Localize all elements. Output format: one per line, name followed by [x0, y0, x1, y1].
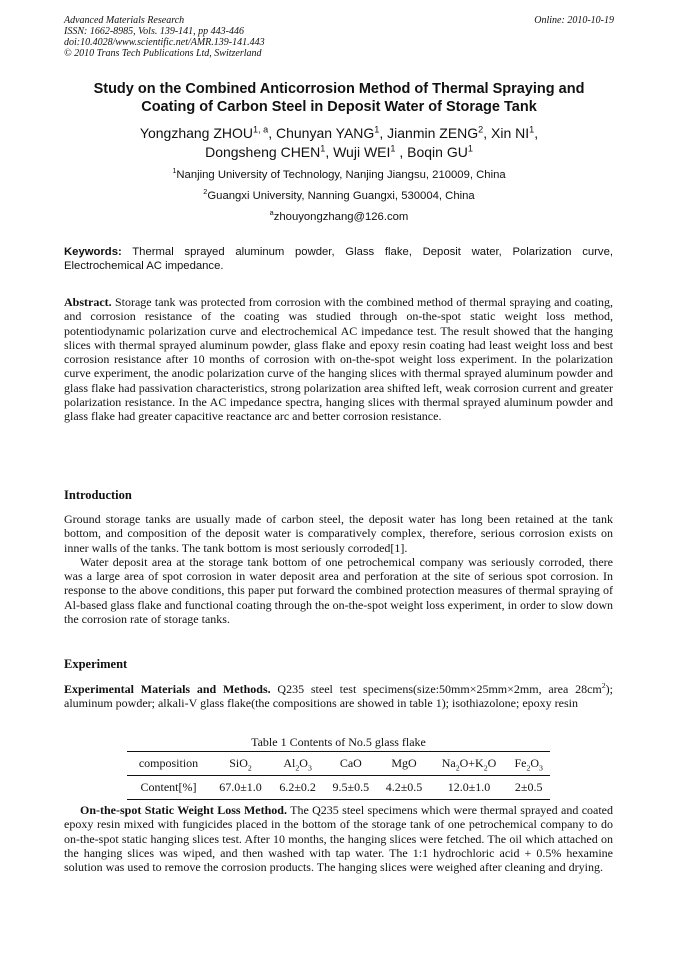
author-sup: 1, a [253, 124, 269, 135]
author-email [60, 210, 618, 224]
table-cell: 4.2±0.5 [377, 776, 430, 800]
table-header-cell: MgO [377, 752, 430, 776]
onspot-paragraph [64, 803, 613, 874]
email-sup: a [269, 208, 274, 218]
table-caption: Table 1 Contents of No.5 glass flake [251, 735, 426, 749]
table-header-cell: $Al_2O_3$ [271, 752, 324, 776]
author-name: Boqin GU [407, 144, 468, 160]
table-cell: 9.5±0.5 [324, 776, 377, 800]
author-sep: , [395, 144, 408, 160]
table-header-cell: SiO$_2$ [210, 752, 271, 776]
abstract-text: Storage tank was protected from corrosion with the combined method of thermal spraying and coating, and corrosion resistance of the coating was studied through on-the-spot static weight loss method, potentiodynamic polarization curve and electrochemical AC impedance test. The result showed that the hanging slices with thermal sprayed aluminum powder, glass flake and epoxy resin coating had least weight loss and best corrosion resistance after 10 months of corrosion with on-the-spot weight loss experiment. In the polarization curve experiment, the anodic polarization curve of the hanging slices with thermal sprayed aluminum powder and glass flake had passivation characteristics, strong polarization area shifted left, weak corrosion current and greater polarization resistance. In the AC impedance spectra, hanging slices with thermal sprayed aluminum powder and glass flake had greater capacitive reactance arc and better corrosion resistance. [64, 295, 613, 424]
author-line-1 [60, 124, 618, 143]
materials-label: Experimental Materials and Methods. [64, 682, 271, 696]
table-header-cell: CaO [324, 752, 377, 776]
table-cell: 67.0±1.0 [210, 776, 271, 800]
author-line-2 [60, 143, 618, 162]
affiliation-text: Guangxi University, Nanning Guangxi, 530004, China [207, 190, 475, 202]
keywords-label: Keywords: [64, 246, 122, 258]
author-sep: , [325, 144, 334, 160]
table-header-cell: $Na_2O+K_2O$ [431, 752, 508, 776]
abstract-label: Abstract. [64, 295, 112, 309]
table-row-label: composition [127, 752, 210, 776]
author-name: Dongsheng CHEN [205, 144, 321, 160]
title-line-1: Study on the Combined Anticorrosion Method of Thermal Spraying and [93, 81, 585, 97]
author-sup: 1 [320, 143, 326, 154]
keywords [64, 245, 613, 273]
doi-line: doi:10.4028/www.scientific.net/AMR.139-141.443 [64, 37, 265, 48]
paper-title [60, 80, 618, 116]
author-sep: , [483, 125, 492, 141]
composition-table [127, 751, 550, 800]
online-date: Online: 2010-10-19 [534, 15, 614, 26]
affiliation-sup: 1 [172, 166, 177, 176]
onspot-text: The Q235 steel specimens which were thermal sprayed and coated epoxy resin mixed with fungicides placed in the bottom of the storage tank of one petrochemical company to do on-the-spot static hanging slices test. After 10 months, the hanging slices were fetched. The oil which attached on the hanging slices was wiped, and then washed with tap water. The 1:1 hydrochloric acid + 0.5% hexamine solution was used to remove the corrosion products. The hanging slices were weighed after cleaning and drying. [64, 803, 614, 875]
onspot-label: On-the-spot Static Weight Loss Method. [80, 803, 287, 817]
author-sup: 1 [374, 124, 380, 135]
author-name: Wuji WEI [333, 144, 391, 160]
table-value-label: Content[%] [127, 776, 210, 800]
introduction-heading: Introduction [64, 488, 132, 502]
title-line-2: Coating of Carbon Steel in Deposit Water of Storage Tank [141, 99, 537, 115]
affiliation-text: Nanjing University of Technology, Nanjing Jiangsu, 210009, China [176, 169, 506, 181]
abstract [64, 295, 613, 424]
author-list [60, 124, 618, 162]
materials-text-2: ); aluminum powder; alkali-V glass flake(the compositions are showed in table 1); isothiazolone; epoxy resin [64, 682, 614, 711]
author-name: Xin NI [491, 125, 530, 141]
author-sep: , [379, 125, 388, 141]
keywords-text: Thermal sprayed aluminum powder, Glass flake, Deposit water, Polarization curve, Electrochemical AC impedance. [64, 246, 613, 272]
email-text: zhouyongzhang@126.com [273, 211, 409, 223]
table-row [127, 776, 550, 800]
materials-paragraph [64, 682, 613, 711]
intro-paragraph-2: Water deposit area at the storage tank bottom of one petrochemical company was seriously corroded, there was a large area of spot corrosion in water deposit area and perforation at the site of serious spot corrosion. In response to the above conditions, this paper put forward the combined protection measures of thermal spraying of Al-based glass flake and functional coating through the on-the-spot weight loss experiment, in order to slow down the corrosion rate of storage tanks. [64, 554, 613, 627]
issn-line: ISSN: 1662-8985, Vols. 139-141, pp 443-446 [64, 26, 244, 37]
affiliation-sup: 2 [203, 187, 208, 197]
running-header [64, 15, 614, 59]
journal-name: Advanced Materials Research [64, 15, 185, 26]
author-sep: , [534, 125, 539, 141]
copyright-line: © 2010 Trans Tech Publications Ltd, Switzerland [64, 48, 262, 59]
author-sup: 1 [467, 143, 473, 154]
table-cell: 6.2±0.2 [271, 776, 324, 800]
table-header-cell: $Fe_2O_3$ [507, 752, 550, 776]
materials-text-1: Q235 steel test specimens(size:50mm×25mm×2mm, area 28cm [277, 682, 602, 696]
author-sup: 2 [478, 124, 484, 135]
table-cell: 12.0±1.0 [431, 776, 508, 800]
author-sep: , [268, 125, 276, 141]
author-name: Chunyan YANG [275, 125, 375, 141]
intro-paragraph-1: Ground storage tanks are usually made of carbon steel, the deposit water has long been retained at the tank bottom, and composition of the deposit water is comparatively complex, therefore, serious corrosion exists on inner walls of the tanks. The tank bottom is most seriously corroded[1]. [64, 512, 613, 555]
experiment-heading: Experiment [64, 657, 128, 671]
author-name: Jianmin ZENG [387, 125, 479, 141]
introduction-body [64, 512, 613, 626]
author-sup: 1 [529, 124, 535, 135]
table-cell: 2±0.5 [507, 776, 550, 800]
materials-sup: 2 [601, 681, 606, 690]
table-header-row [127, 752, 550, 776]
affiliation-1 [60, 168, 618, 182]
author-name: Yongzhang ZHOU [139, 125, 254, 141]
affiliation-2 [60, 189, 618, 203]
author-sup: 1 [390, 143, 396, 154]
